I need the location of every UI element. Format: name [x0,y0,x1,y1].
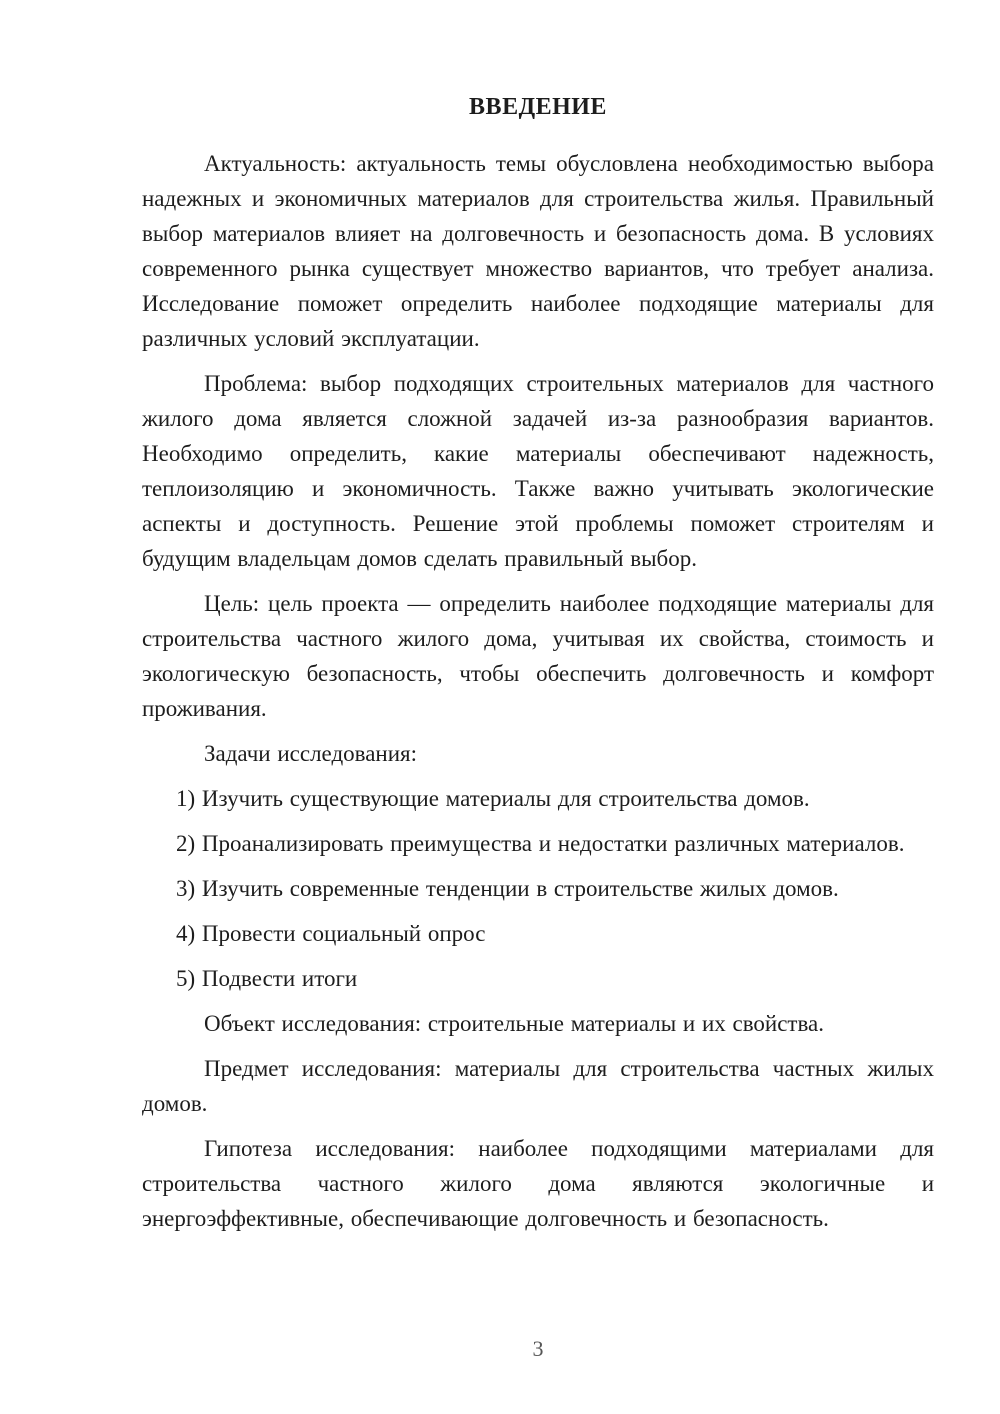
task-item-4: 4) Провести социальный опрос [176,921,486,946]
paragraph-research-object: Объект исследования: строительные материалы и их свойства. [204,1011,825,1036]
paragraph-problem: Проблема: выбор подходящих строительных материалов для частного жилого дома является сложной задачей из-за разнообразия вариантов. Необходимо определить, какие материалы обеспечивают надежность, теплоизоляцию и экономичность. Также важно учитывать экологические аспекты и доступность. Решение этой проблемы поможет строителям и будущим владельцам домов сделать правильный выбор. [142,371,934,571]
task-item-2: 2) Проанализировать преимущества и недостатки различных материалов. [176,831,905,856]
paragraph-hypothesis: Гипотеза исследования: наиболее подходящими материалами для строительства частного жилого дома являются экологичные и энергоэффективные, обеспечивающие долговечность и безопасность. [142,1136,934,1231]
paragraph-relevance: Актуальность: актуальность темы обусловлена необходимостью выбора надежных и экономичных материалов для строительства жилья. Правильный выбор материалов влияет на долговечность и безопасность дома. В условиях современного рынка существует множество вариантов, что требует анализа. Исследование поможет определить наиболее подходящие материалы для различных условий эксплуатации. [142,151,934,351]
tasks-heading: Задачи исследования: [204,741,418,766]
page-number: 3 [532,1336,544,1361]
task-item-5: 5) Подвести итоги [176,966,358,991]
paragraph-research-subject: Предмет исследования: материалы для строительства частных жилых домов. [142,1056,934,1116]
task-item-3: 3) Изучить современные тенденции в строительстве жилых домов. [176,876,839,901]
paragraph-goal: Цель: цель проекта — определить наиболее подходящие материалы для строительства частного жилого дома, учитывая их свойства, стоимость и экологическую безопасность, чтобы обеспечить долговечность и комфорт проживания. [142,591,934,721]
task-item-1: 1) Изучить существующие материалы для строительства домов. [176,786,810,811]
page-title: ВВЕДЕНИЕ [469,94,607,120]
